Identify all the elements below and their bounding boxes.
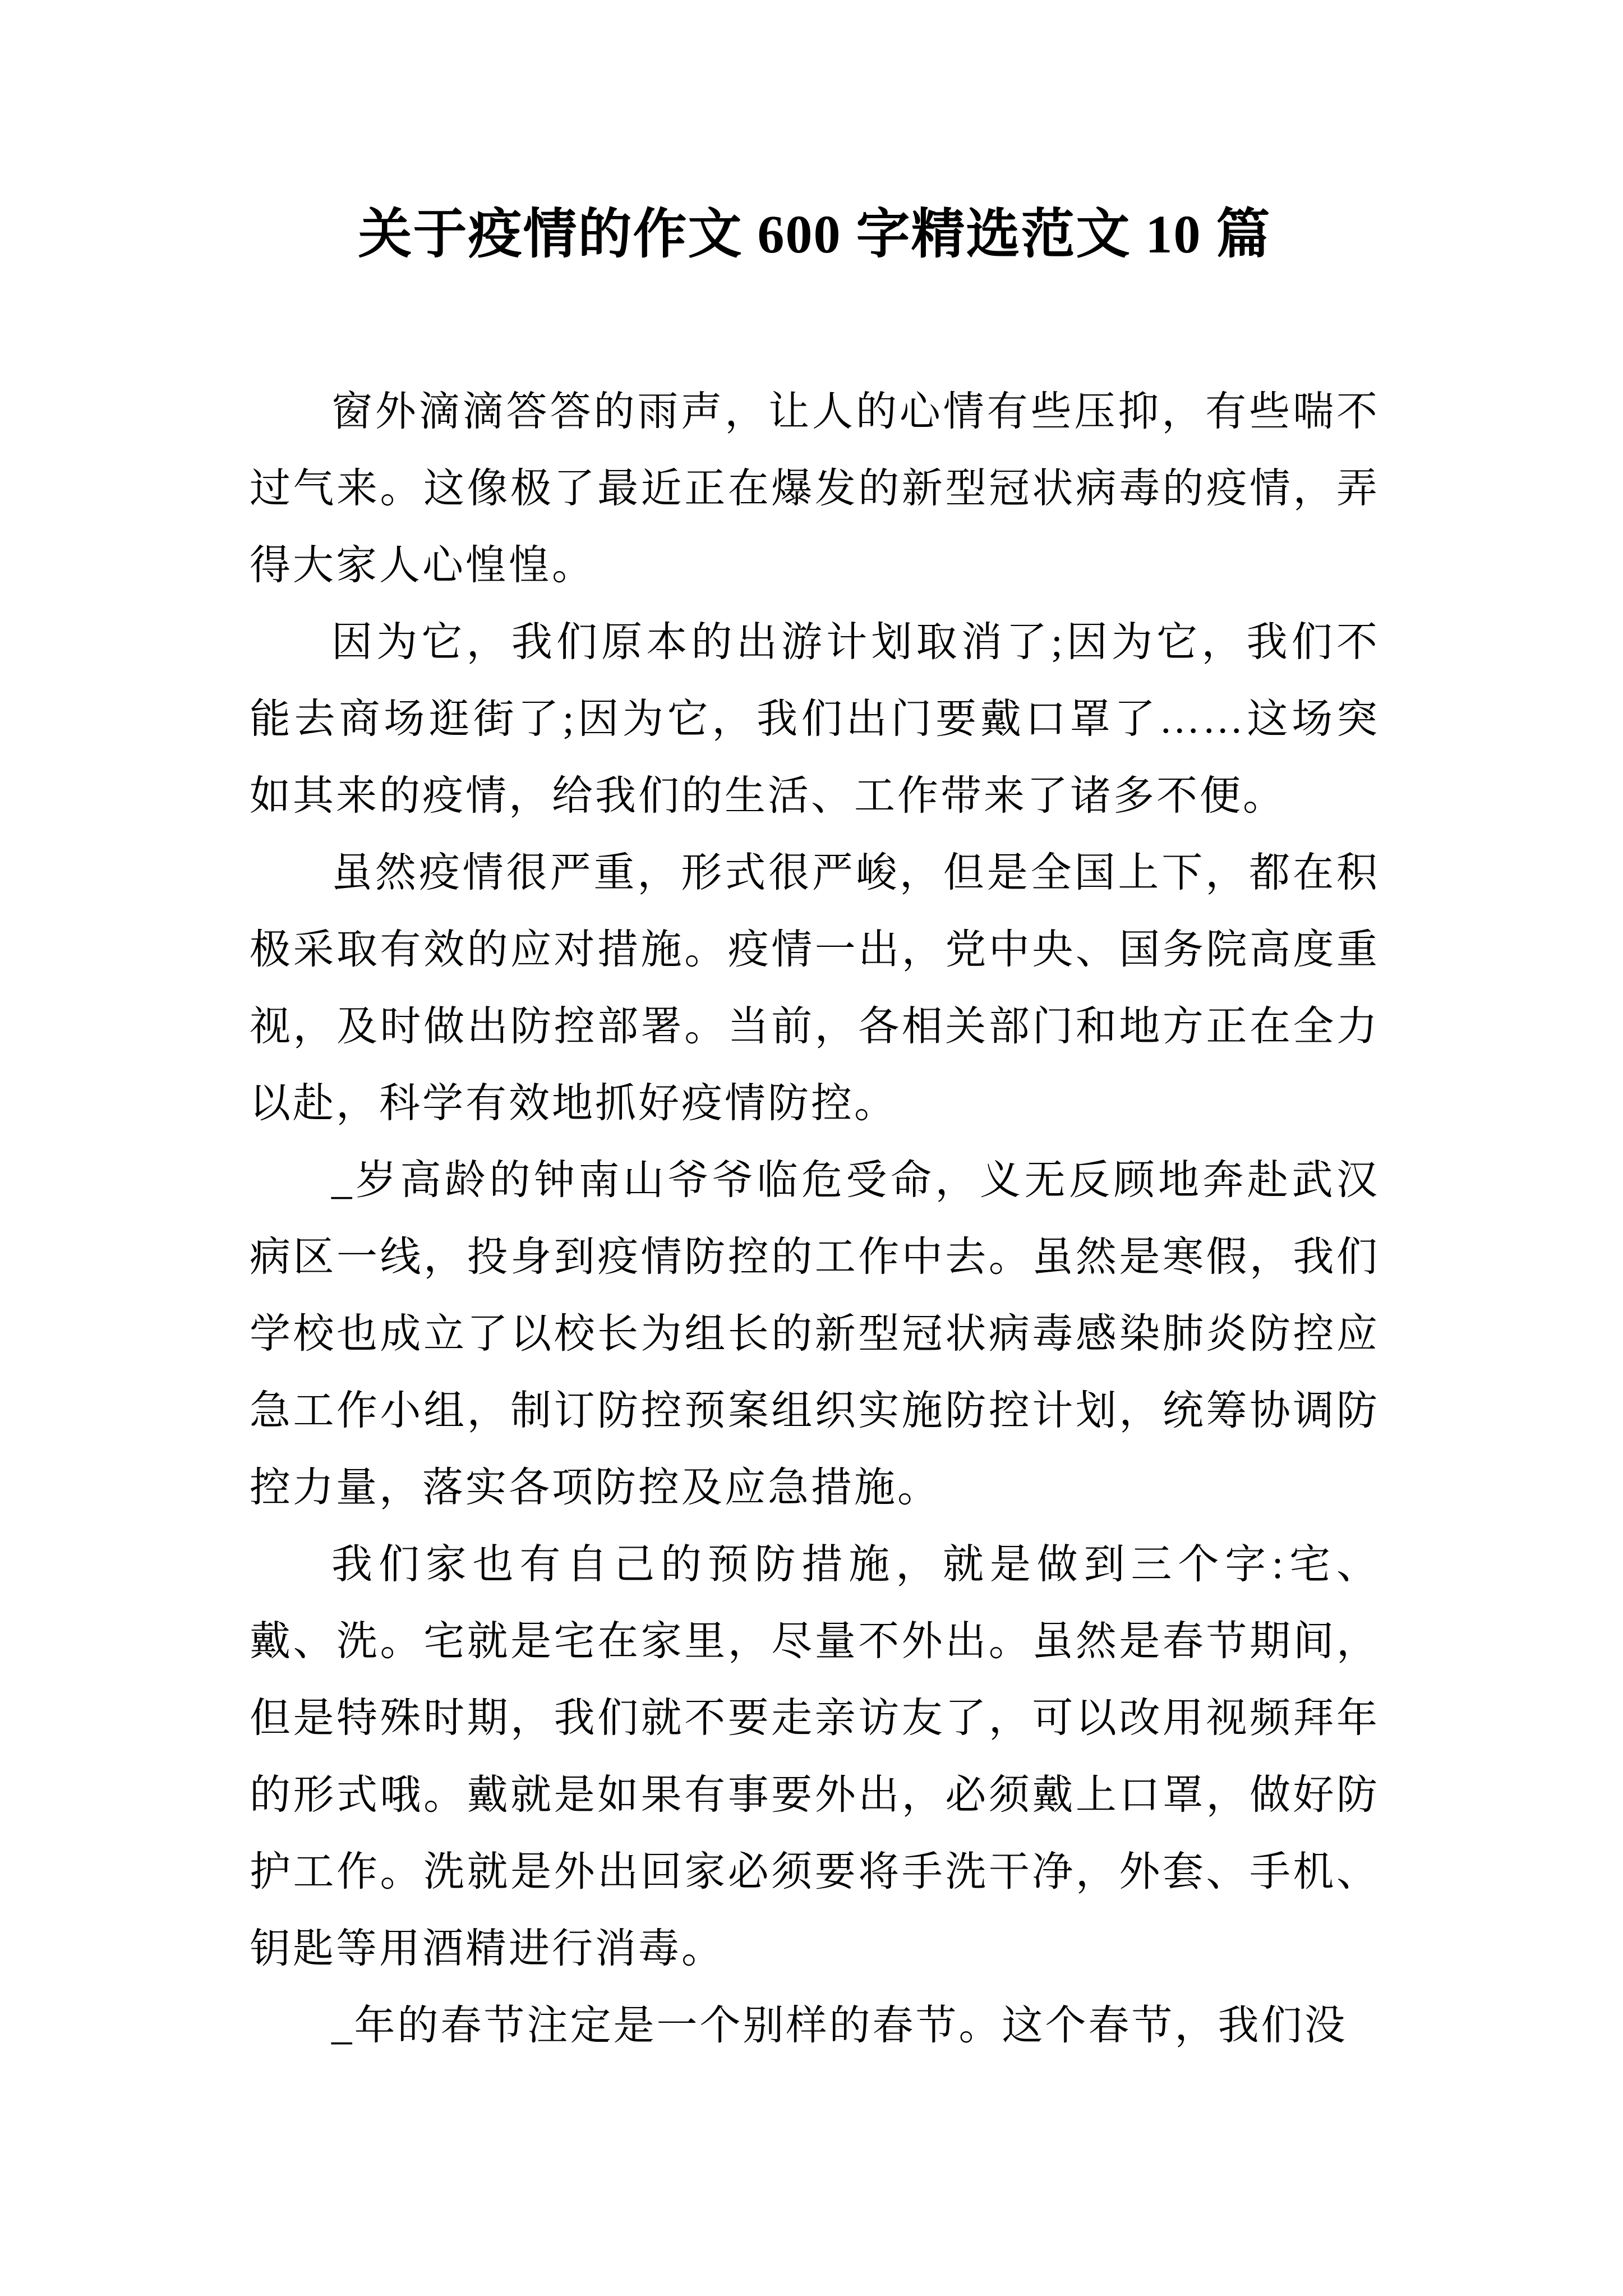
paragraph: 窗外滴滴答答的雨声，让人的心情有些压抑，有些喘不过气来。这像极了最近正在爆发的新型冠状病毒的疫情，弄得大家人心惶惶。 [250, 389, 1380, 588]
paragraph: _岁高龄的钟南山爷爷临危受命，义无反顾地奔赴武汉病区一线，投身到疫情防控的工作中去。虽然是寒假，我们学校也成立了以校长为组长的新型冠状病毒感染肺炎防控应急工作小组，制订防控预案组织实施防控计划，统筹协调防控力量，落实各项防控及应急措施。 [250, 1157, 1380, 1510]
paragraph: 虽然疫情很严重，形式很严峻，但是全国上下，都在积极采取有效的应对措施。疫情一出，党中央、国务院高度重视，及时做出防控部署。当前，各相关部门和地方正在全力以赴，科学有效地抓好疫情防控。 [250, 850, 1380, 1126]
paragraph: 我们家也有自己的预防措施，就是做到三个字:宅、戴、洗。宅就是宅在家里，尽量不外出。虽然是春节期间，但是特殊时期，我们就不要走亲访友了，可以改用视频拜年的形式哦。戴就是如果有事要外出，必须戴上口罩，做好防护工作。洗就是外出回家必须要将手洗干净，外套、手机、钥匙等用酒精进行消毒。 [250, 1542, 1380, 1971]
document-title: 关于疫情的作文 600 字精选范文 10 篇 [358, 204, 1271, 264]
paragraph: _年的春节注定是一个别样的春节。这个春节，我们没 [331, 2003, 1348, 2048]
paragraph: 因为它，我们原本的出游计划取消了;因为它，我们不能去商场逛街了;因为它，我们出门要戴口罩了……这场突如其来的疫情，给我们的生活、工作带来了诸多不便。 [250, 619, 1380, 818]
